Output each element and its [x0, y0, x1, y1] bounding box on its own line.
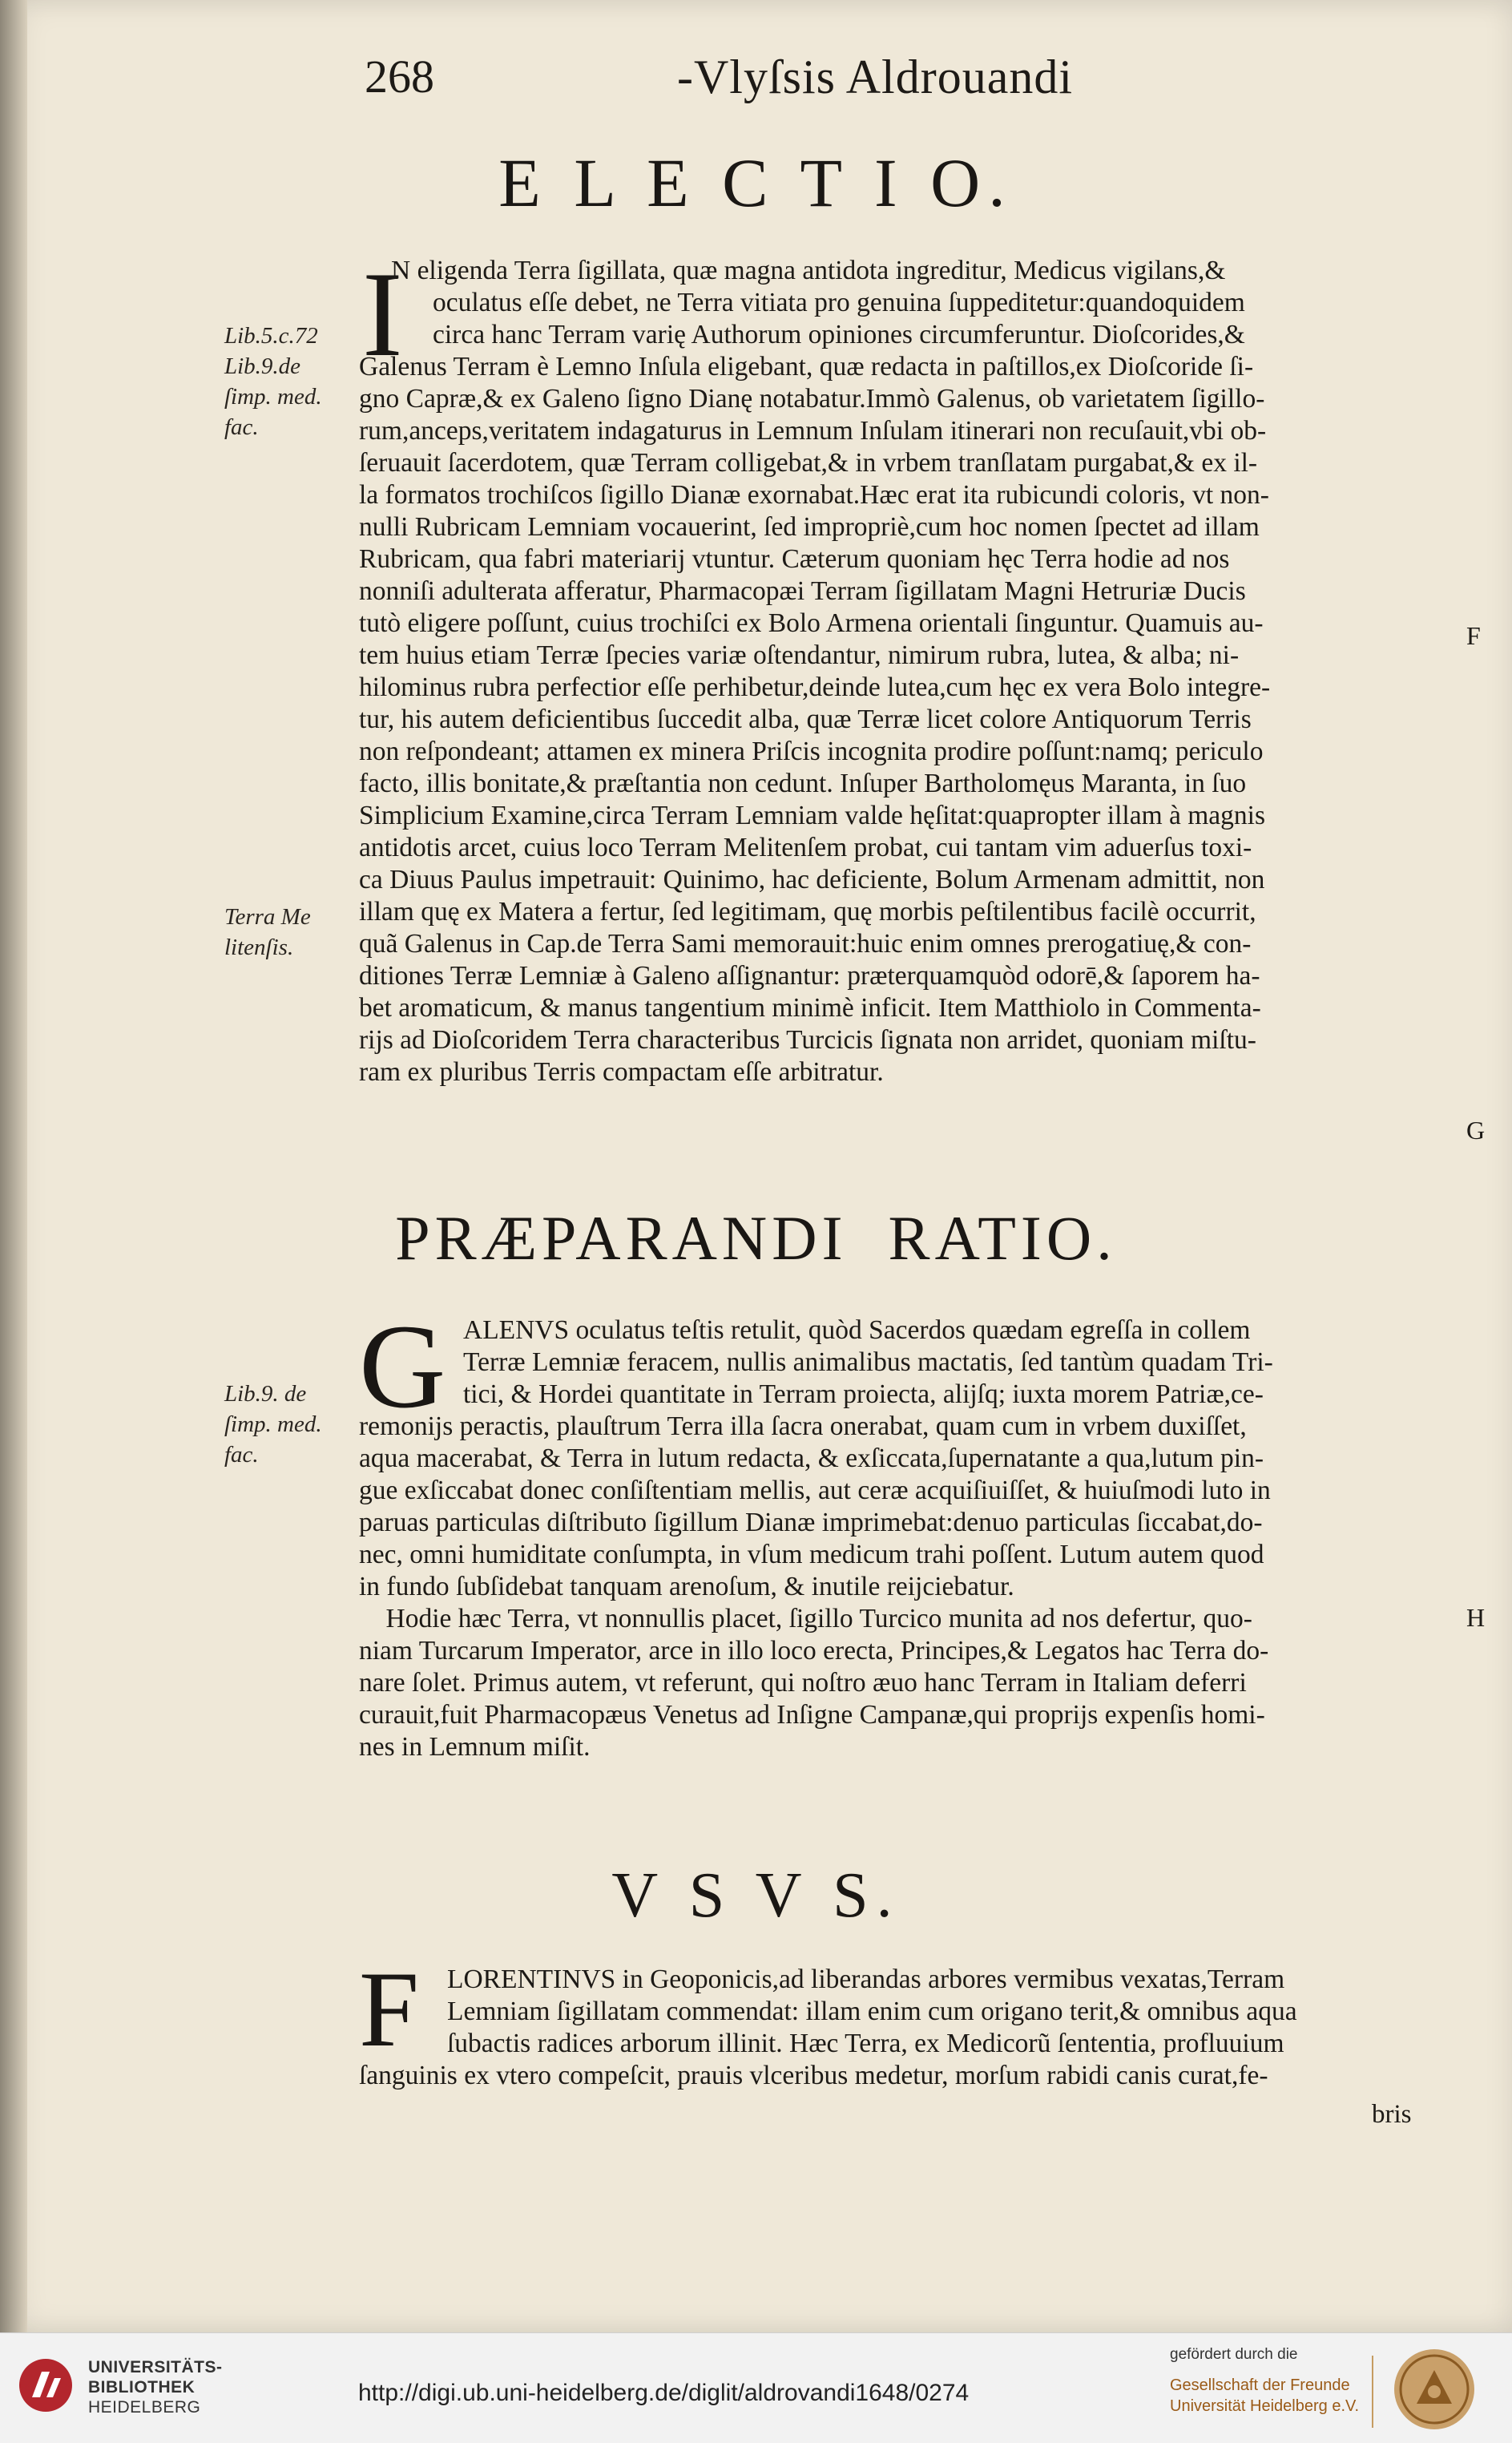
- marginal-note-galen: [224, 1379, 361, 1470]
- drop-cap-i: I: [362, 247, 403, 382]
- text-line: illam quę ex Matera a fertur, ſed legitimam, quę morbis peſtilentibus facilè occurrit,: [359, 897, 1256, 927]
- text-line: ſanguinis ex vtero compeſcit, prauis vlceribus medetur, morſum rabidi canis curat,fe-: [359, 2061, 1268, 2090]
- text-line: antidotis arcet, cuius loco Terram Melitenſem probat, cui tantam vim aduerſus toxi-: [359, 833, 1252, 862]
- text-line: Hodie hæc Terra, vt nonnullis placet, ſigillo Turcico munita ad nos defertur, quo-: [359, 1604, 1252, 1633]
- marginal-line: Lib.9.de: [224, 353, 301, 379]
- university-seal-icon: [1393, 2348, 1477, 2432]
- digitization-footer: [0, 2332, 1512, 2443]
- book-spine-shadow: [0, 0, 27, 2332]
- text-line: Terræ Lemniæ feracem, nullis animalibus mactatis, ſed tantùm quadam Tri-: [463, 1347, 1273, 1377]
- text-line: nonniſi adulterata afferatur, Pharmacopæi Terram ſigillatam Magni Hetruriæ Ducis: [359, 576, 1246, 606]
- section-heading-electio: E L E C T I O.: [498, 144, 1014, 221]
- sponsor-label: gefördert durch die: [1170, 2346, 1298, 2363]
- text-line: non reſpondeant; attamen ex minera Priſcis incognita prodire poſſunt:namq; periculo: [359, 737, 1264, 766]
- marginal-note-dioscorides: [224, 321, 361, 442]
- marginal-line: fac.: [224, 1442, 259, 1468]
- text-line: curauit,fuit Pharmacopæus Venetus ad Inſigne Campanæ,qui proprijs expenſis homi-: [359, 1700, 1265, 1730]
- text-line: Galenus Terram è Lemno Inſula eligebant, quæ redacta in paſtillos,ex Dioſcoride ſi-: [359, 352, 1254, 382]
- text-line: oculatus eſſe debet, ne Terra vitiata pro genuina ſuppeditetur:quandoquidem: [433, 288, 1245, 317]
- text-line: ſubactis radices arborum illinit. Hæc Terra, ex Medicorũ ſententia, profluuium: [447, 2029, 1284, 2058]
- drop-cap-f: F: [359, 1950, 420, 2069]
- text-line: Rubricam, qua fabri materiarij vtuntur. Cæterum quoniam hęc Terra hodie ad nos: [359, 544, 1230, 574]
- text-line: ditiones Terræ Lemniæ à Galeno aſſignantur: præterquamquòd odorē,& ſaporem ha-: [359, 961, 1260, 991]
- sponsor-name-line: Universität Heidelberg e.V.: [1170, 2397, 1360, 2415]
- text-line: ALENVS oculatus teſtis retulit, quòd Sacerdos quædam egreſſa in collem: [463, 1315, 1251, 1345]
- text-line: nes in Lemnum miſit.: [359, 1732, 591, 1762]
- drop-cap-g: G: [359, 1300, 446, 1433]
- sponsor-name: [1170, 2375, 1359, 2417]
- page-number: 268: [365, 50, 434, 103]
- text-line: tem huius etiam Terræ ſpecies variæ oſtendantur, nimirum rubra, lutea, & alba; ni-: [359, 640, 1240, 670]
- text-line: aqua macerabat, & Terra in lutum redacta, & exſiccata,ſupernatante a qua,lutum pin-: [359, 1444, 1264, 1473]
- marginal-line: litenſis.: [224, 935, 294, 960]
- text-line: quã Galenus in Cap.de Terra Sami memorauit:huic enim omnes prerogatiuę,& con-: [359, 929, 1252, 959]
- text-line: hilominus rubra perfectior eſſe perhibetur,deinde lutea,cum hęc ex vera Bolo integre-: [359, 672, 1271, 702]
- marginal-line: Lib.5.c.72: [224, 323, 318, 349]
- text-line: tici, & Hordei quantitate in Terram proiecta, alijſq; iuxta morem Patriæ,ce-: [463, 1379, 1264, 1409]
- margin-letter-h: H: [1466, 1603, 1486, 1632]
- text-line: remonijs peractis, plauſtrum Terra illa ſacra onerabat, quam cum in vrbem duxiſſet,: [359, 1411, 1247, 1441]
- text-line: rum,anceps,veritatem indagaturus in Lemnum Inſulam itinerari non recuſauit,vbi ob-: [359, 416, 1267, 446]
- sponsor-name-line: Gesellschaft der Freunde: [1170, 2376, 1350, 2394]
- text-line: N eligenda Terra ſigillata, quæ magna antidota ingreditur, Medicus vigilans,&: [391, 256, 1226, 285]
- running-head: [365, 50, 1166, 114]
- text-line: LORENTINVS in Geoponicis,ad liberandas arbores vermibus vexatas,Terram: [447, 1964, 1285, 1994]
- university-library-logo-icon: [18, 2357, 74, 2413]
- text-line: ram ex pluribus Terris compactam eſſe arbitratur.: [359, 1057, 884, 1087]
- margin-letter-f: F: [1466, 621, 1481, 650]
- text-line: Lemniam ſigillatam commendat: illam enim cum origano terit,& omnibus aqua: [447, 1997, 1297, 2026]
- running-title: -Vlyſsis Aldrouandi: [677, 50, 1073, 103]
- text-line: tutò eligere poſſunt, cuius trochiſci ex Bolo Armena orientali ſinguntur. Quamuis au-: [359, 608, 1264, 638]
- text-line: la formatos trochiſcos ſigillo Dianæ exornabat.Hæc erat ita rubicundi coloris, vt non-: [359, 480, 1269, 510]
- text-line: gue exſiccabat donec conſiſtentiam mellis, aut ceræ acquiſiuiſſet, & huiuſmodi luto in: [359, 1476, 1271, 1505]
- marginal-line: fac.: [224, 414, 259, 440]
- text-line: tur, his autem deficientibus ſuccedit alba, quæ Terræ licet colore Antiquorum Terris: [359, 705, 1252, 734]
- text-line: paruas particulas diſtributo ſigillum Dianæ imprimebat:denuo particulas ſiccabat,do-: [359, 1508, 1263, 1537]
- library-name-line: HEIDELBERG: [88, 2398, 201, 2417]
- text-line: ſeruauit ſacerdotem, quæ Terram colligebat,& in vrbem tranſlatam purgabat,& ex il-: [359, 448, 1258, 478]
- margin-letter-g: G: [1466, 1116, 1486, 1145]
- text-line: Simplicium Examine,circa Terram Lemniam valde hęſitat:quapropter illam à magnis: [359, 801, 1266, 830]
- text-line: in fundo ſubſidebat tanquam arenoſum, & inutile reijciebatur.: [359, 1572, 1014, 1601]
- footer-divider: [1372, 2356, 1373, 2428]
- text-line: nulli Rubricam Lemniam vocauerint, ſed impropriè,cum hoc nomen ſpectet ad illam: [359, 512, 1260, 542]
- section-heading-usus: V S V S.: [611, 1860, 901, 1931]
- text-line: ca Diuus Paulus impetrauit: Quinimo, hac deficiente, Bolum Armenam admittit, non: [359, 865, 1265, 894]
- praeparandi-text: [359, 1314, 1457, 1763]
- library-name-line: BIBLIOTHEK: [88, 2378, 196, 2397]
- marginal-note-terra-melitensis: [224, 902, 361, 963]
- text-line: niam Turcarum Imperator, arce in illo loco erecta, Principes,& Legatos hac Terra do-: [359, 1636, 1269, 1666]
- text-line: facto, illis bonitate,& præſtantia non cedunt. Inſuper Bartholomęus Maranta, in ſuo: [359, 769, 1247, 798]
- marginal-line: ſimp. med.: [224, 1411, 322, 1437]
- electio-text: [359, 247, 1457, 1088]
- marginal-line: Lib.9. de: [224, 1381, 307, 1407]
- permalink-url[interactable]: http://digi.ub.uni-heidelberg.de/diglit/aldrovandi1648/0274: [358, 2380, 970, 2406]
- university-library-name: [88, 2357, 223, 2417]
- marginal-line: Terra Me: [224, 904, 311, 930]
- usus-text: [359, 1964, 1457, 2092]
- text-line: nare ſolet. Primus autem, vt referunt, qui noſtro æuo hanc Terram in Italiam deferri: [359, 1668, 1247, 1698]
- text-line: rijs ad Dioſcoridem Terra characteribus Turcicis ſignata non arridet, quoniam miſtu-: [359, 1025, 1256, 1055]
- catchword: bris: [1372, 2100, 1412, 2129]
- marginal-line: ſimp. med.: [224, 384, 322, 410]
- section-heading-praeparandi: PRÆPARANDI RATIO.: [395, 1203, 1117, 1273]
- library-name-line: UNIVERSITÄTS-: [88, 2358, 223, 2376]
- text-line: circa hanc Terram varię Authorum opiniones circumferuntur. Dioſcorides,&: [433, 320, 1245, 349]
- text-line: gno Capræ,& ex Galeno ſigno Dianę notabatur.Immò Galenus, ob varietatem ſigillo-: [359, 384, 1265, 414]
- text-line: nec, omni humiditate conſumpta, in vſum medicum trahi poſſent. Lutum autem quod: [359, 1540, 1264, 1569]
- text-line: bet aromaticum, & manus tangentium minimè inficit. Item Matthiolo in Commenta-: [359, 993, 1261, 1023]
